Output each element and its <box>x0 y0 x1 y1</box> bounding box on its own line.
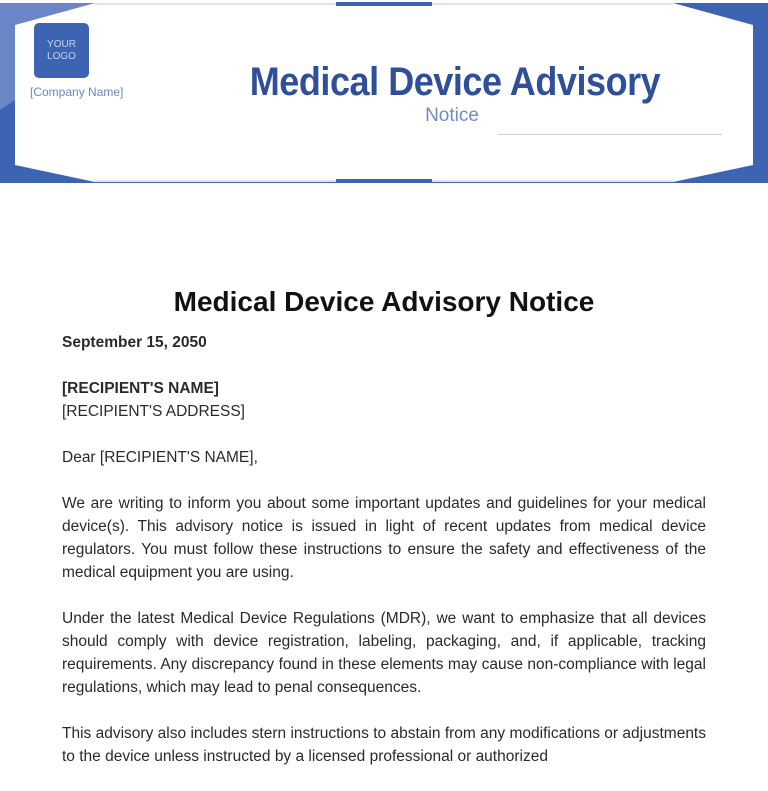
logo-text: YOUR LOGO <box>47 38 76 62</box>
salutation: Dear [RECIPIENT'S NAME], <box>62 449 258 466</box>
company-logo <box>34 23 89 78</box>
header-subtitle: Notice <box>425 105 479 126</box>
paragraph: This advisory also includes stern instructions to abstain from any modifications or adjustments to the device unless instructed by a licensed professional or authorized <box>62 725 706 765</box>
recipient-name: [RECIPIENT'S NAME] <box>62 380 219 397</box>
date: September 15, 2050 <box>62 334 207 351</box>
recipient-address: [RECIPIENT'S ADDRESS] <box>62 403 245 420</box>
document-title: Medical Device Advisory Notice <box>173 286 595 317</box>
header-title: Medical Device Advisory <box>249 60 661 104</box>
paragraph: Under the latest Medical Device Regulations (MDR), we want to emphasize that all devices should comply with device registration, labeling, packaging, and, if applicable, tracking requirements. Any discrepancy found in these elements may cause non-compliance with legal regulations, which may lead to penal consequences. <box>62 610 706 696</box>
company-name: [Company Name] <box>30 85 124 99</box>
paragraph: We are writing to inform you about some important updates and guidelines for your medical device(s). This advisory notice is issued in light of recent updates from medical device regulators. You must follow these instructions to ensure the safety and effectiveness of the medical equipment you are using. <box>62 495 706 581</box>
letterhead <box>0 0 768 186</box>
document-body <box>62 286 706 791</box>
header-divider <box>498 134 722 135</box>
